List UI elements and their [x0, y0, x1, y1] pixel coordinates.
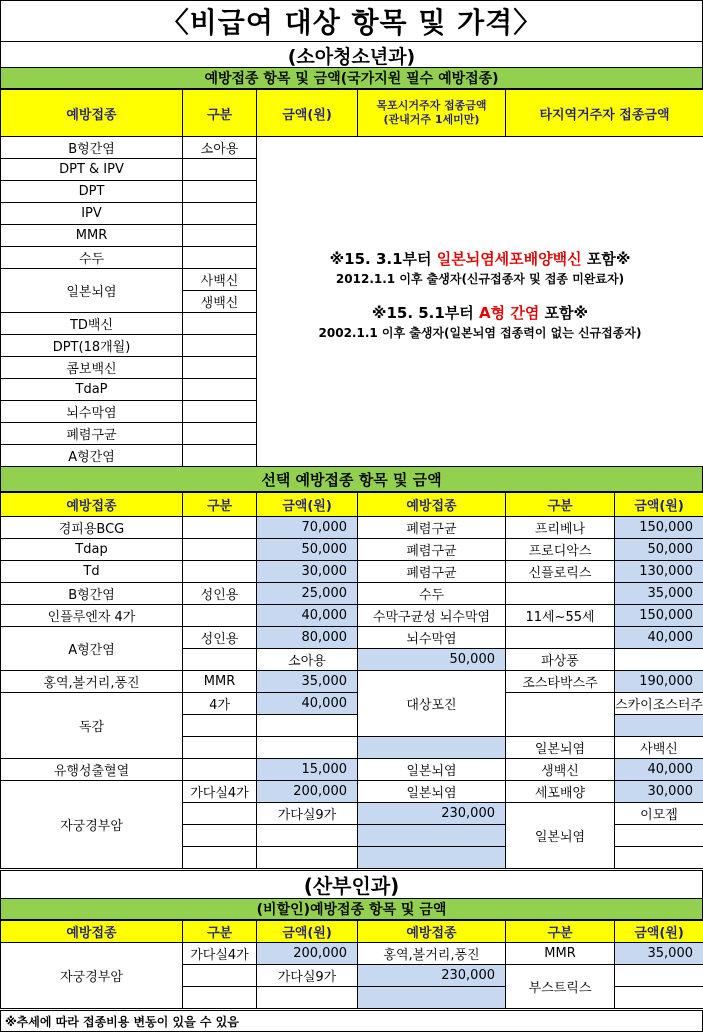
vaccine-price — [358, 825, 506, 847]
header-category: 구분 — [183, 921, 257, 943]
vaccine-category: 생백신 — [183, 291, 257, 313]
vaccine-category-right — [615, 649, 703, 671]
vaccine-category — [183, 379, 257, 401]
vaccine-name-right: 폐렴구균 — [358, 517, 506, 539]
vaccine-category-right: 11세~55세 — [506, 605, 615, 627]
notice-1-sub: 2012.1.1 이후 출생자(신규접종자 및 접종 미완료자) — [335, 271, 625, 286]
notice-2-highlight: A형 간염 — [479, 303, 540, 322]
vaccine-price-right: 35,000 — [615, 583, 703, 605]
vaccine-name: 일본뇌염 — [1, 269, 183, 313]
vaccine-name: 유행성출혈열 — [1, 759, 183, 781]
header-amount: 금액(원) — [257, 921, 358, 943]
vaccine-name: 콤보백신 — [1, 357, 183, 379]
notice-2-suffix: 포함※ — [539, 303, 589, 322]
vaccine-category — [183, 357, 257, 379]
vaccine-category — [257, 825, 358, 847]
vaccine-name-right: 수막구균성 뇌수막염 — [358, 605, 506, 627]
vaccine-price — [358, 987, 506, 1009]
vaccine-price: 30,000 — [257, 561, 358, 583]
vaccine-price-right: 35,000 — [615, 943, 703, 965]
vaccine-name-right: 폐렴구균 — [358, 539, 506, 561]
vaccine-price-right: 50,000 — [615, 539, 703, 561]
header-amount-right: 금액(원) — [615, 493, 703, 517]
vaccine-price: 25,000 — [257, 583, 358, 605]
vaccine-price: 200,000 — [257, 943, 358, 965]
vaccine-category — [183, 539, 257, 561]
vaccine-name: TdaP — [1, 379, 183, 401]
page-title: 〈비급여 대상 항목 및 가격〉 — [0, 0, 703, 42]
table-row — [1, 137, 703, 159]
table-row — [1, 605, 703, 627]
notice-2-sub: 2002.1.1 이후 출생자(일본뇌염 접종력이 없는 신규접종자) — [318, 325, 642, 340]
table-row — [1, 583, 703, 605]
obgyn-vaccine-table — [0, 920, 703, 1009]
header-amount-right: 금액(원) — [615, 921, 703, 943]
vaccine-category-right: 스카이조스터주 — [615, 693, 703, 715]
vaccine-category — [183, 225, 257, 247]
header-category: 구분 — [183, 493, 257, 517]
vaccine-name: A형간염 — [1, 445, 183, 467]
notice-1-highlight: 일본뇌염세포배양백신 — [436, 249, 582, 268]
table-row — [1, 759, 703, 781]
vaccine-category: 가다실4가 — [183, 781, 257, 803]
vaccine-price: 40,000 — [257, 693, 358, 715]
vaccine-category — [183, 605, 257, 627]
vaccine-price-right: 150,000 — [615, 517, 703, 539]
vaccine-name — [183, 847, 257, 869]
header-category-right: 구분 — [506, 493, 615, 517]
vaccine-name — [183, 825, 257, 847]
notice-2 — [257, 302, 703, 324]
vaccine-category: 사백신 — [183, 269, 257, 291]
vaccine-category — [183, 445, 257, 467]
vaccine-category-right: 세포배양 — [506, 781, 615, 803]
vaccine-category: 가다실9가 — [257, 965, 358, 987]
header-vaccine-right: 예방접종 — [358, 921, 506, 943]
table-row — [1, 561, 703, 583]
vaccine-category-right — [615, 965, 703, 987]
vaccine-name-right: 일본뇌염 — [358, 759, 506, 781]
vaccine-name-right — [615, 847, 703, 869]
header-amount: 금액(원) — [257, 493, 358, 517]
table-row — [1, 627, 703, 649]
vaccine-name: Td — [1, 561, 183, 583]
vaccine-category-right: 신플로릭스 — [506, 561, 615, 583]
vaccine-price-right: 130,000 — [615, 561, 703, 583]
vaccine-category: 성인용 — [183, 627, 257, 649]
vaccine-category: 가다실4가 — [183, 943, 257, 965]
vaccine-price: 50,000 — [358, 649, 506, 671]
notice-1 — [257, 248, 703, 270]
vaccine-category-right: 이모젭 — [615, 803, 703, 825]
vaccine-name: 자궁경부암 — [1, 943, 183, 1009]
vaccine-category — [257, 987, 358, 1009]
vaccine-category — [183, 181, 257, 203]
vaccine-category — [257, 737, 358, 759]
header-mokpo — [358, 90, 506, 137]
vaccine-price: 80,000 — [257, 627, 358, 649]
header-vaccine-right: 예방접종 — [358, 493, 506, 517]
vaccine-category — [257, 715, 358, 737]
vaccine-name: DPT — [1, 181, 183, 203]
vaccine-name: MMR — [1, 225, 183, 247]
header-category-right: 구분 — [506, 921, 615, 943]
vaccine-name: 뇌수막염 — [1, 401, 183, 423]
national-banner: 예방접종 항목 및 금액(국가지원 필수 예방접종) — [0, 67, 703, 89]
optional-vaccine-table — [0, 492, 703, 869]
vaccine-category — [183, 561, 257, 583]
obgyn-header-row — [1, 921, 703, 943]
vaccine-category — [183, 203, 257, 225]
vaccine-category-right: MMR — [506, 943, 615, 965]
vaccine-category-right: 사백신 — [615, 737, 703, 759]
header-mokpo-line1: 목포시거주자 접종금액 — [376, 99, 487, 112]
notice-2-prefix: ※15. 5.1부터 — [371, 303, 480, 322]
vaccine-category: 4가 — [183, 693, 257, 715]
vaccine-category — [183, 759, 257, 781]
header-amount: 금액(원) — [257, 90, 358, 137]
vaccine-name: DPT(18개월) — [1, 335, 183, 357]
vaccine-category — [183, 517, 257, 539]
vaccine-price: 230,000 — [358, 803, 506, 825]
obgyn-heading: (산부인과) — [0, 870, 703, 898]
vaccine-name — [183, 965, 257, 987]
vaccine-price: 230,000 — [358, 965, 506, 987]
vaccine-category-right: 생백신 — [506, 759, 615, 781]
vaccine-price: 200,000 — [257, 781, 358, 803]
table-row — [1, 781, 703, 803]
vaccine-name: 폐렴구균 — [1, 423, 183, 445]
vaccine-name-right — [615, 825, 703, 847]
vaccine-category — [183, 159, 257, 181]
vaccine-name: TD백신 — [1, 313, 183, 335]
optional-banner: 선택 예방접종 항목 및 금액 — [0, 466, 703, 492]
vaccine-name — [183, 737, 257, 759]
table-row — [1, 693, 703, 715]
vaccine-category: 가다실9가 — [257, 803, 358, 825]
footer-note: ※추세에 따라 접종비용 변동이 있을 수 있음 — [0, 1010, 703, 1032]
vaccine-name-right: 대상포진 — [358, 671, 506, 737]
vaccine-name — [183, 803, 257, 825]
vaccine-price: 50,000 — [257, 539, 358, 561]
vaccine-category — [183, 401, 257, 423]
vaccine-name-right: 홍역,볼거리,풍진 — [358, 943, 506, 965]
header-other-region: 타지역거주자 접종금액 — [506, 90, 703, 137]
vaccine-name-right: 일본뇌염 — [506, 803, 615, 869]
vaccine-category: 소아용 — [257, 649, 358, 671]
vaccine-category — [183, 247, 257, 269]
vaccine-name: 수두 — [1, 247, 183, 269]
header-vaccine: 예방접종 — [1, 493, 183, 517]
optional-header-row — [1, 493, 703, 517]
vaccine-name-right: 일본뇌염 — [506, 737, 615, 759]
table-row — [1, 671, 703, 693]
vaccine-price: 40,000 — [257, 605, 358, 627]
vaccine-category-right: 프리베나 — [506, 517, 615, 539]
table-row — [1, 539, 703, 561]
vaccine-category: MMR — [183, 671, 257, 693]
table-row — [1, 943, 703, 965]
vaccine-category — [183, 423, 257, 445]
vaccine-name-right — [506, 693, 615, 737]
vaccine-price — [615, 715, 703, 737]
vaccine-price: 70,000 — [257, 517, 358, 539]
vaccine-price-right: 40,000 — [615, 759, 703, 781]
vaccine-category — [183, 313, 257, 335]
obgyn-banner: (비할인)예방접종 항목 및 금액 — [0, 898, 703, 920]
vaccine-name: A형간염 — [1, 627, 183, 671]
vaccine-price-right: 190,000 — [615, 671, 703, 693]
vaccine-name — [183, 649, 257, 671]
vaccine-name-right — [615, 987, 703, 1009]
vaccine-name: DPT & IPV — [1, 159, 183, 181]
table-row — [1, 517, 703, 539]
vaccine-name-right: 파상풍 — [506, 649, 615, 671]
vaccine-name-right: 부스트릭스 — [506, 965, 615, 1009]
vaccine-price — [358, 737, 506, 759]
vaccine-category: 소아용 — [183, 137, 257, 159]
vaccine-name — [183, 715, 257, 737]
vaccine-name: B형간염 — [1, 137, 183, 159]
vaccine-category-right: 조스타박스주 — [506, 671, 615, 693]
vaccine-name: B형간염 — [1, 583, 183, 605]
vaccine-price-right: 30,000 — [615, 781, 703, 803]
header-vaccine: 예방접종 — [1, 90, 183, 137]
vaccine-name: Tdap — [1, 539, 183, 561]
vaccine-price: 35,000 — [257, 671, 358, 693]
national-header-row — [1, 90, 703, 137]
vaccine-price: 15,000 — [257, 759, 358, 781]
vaccine-name: 자궁경부암 — [1, 781, 183, 869]
vaccine-category — [183, 335, 257, 357]
vaccine-name: 홍역,볼거리,풍진 — [1, 671, 183, 693]
notice-1-suffix: 포함※ — [581, 249, 631, 268]
header-vaccine: 예방접종 — [1, 921, 183, 943]
vaccine-category-right — [506, 583, 615, 605]
vaccine-name-right: 뇌수막염 — [358, 627, 506, 649]
header-mokpo-line2: (관내거주 1세미만) — [383, 113, 480, 126]
pediatrics-heading: (소아청소년과) — [0, 42, 703, 68]
header-category: 구분 — [183, 90, 257, 137]
notice-cell — [257, 137, 703, 467]
vaccine-category — [257, 847, 358, 869]
vaccine-name: 인플루엔자 4가 — [1, 605, 183, 627]
national-vaccine-table — [0, 89, 703, 467]
vaccine-name-right: 일본뇌염 — [358, 781, 506, 803]
vaccine-name — [183, 987, 257, 1009]
vaccine-name: 독감 — [1, 693, 183, 759]
vaccine-name-right: 폐렴구균 — [358, 561, 506, 583]
notice-1-prefix: ※15. 3.1부터 — [329, 249, 437, 268]
vaccine-name-right: 수두 — [358, 583, 506, 605]
vaccine-category-right — [506, 627, 615, 649]
vaccine-price-right: 40,000 — [615, 627, 703, 649]
vaccine-name: 경피용BCG — [1, 517, 183, 539]
vaccine-category: 성인용 — [183, 583, 257, 605]
vaccine-price-right: 150,000 — [615, 605, 703, 627]
vaccine-name: IPV — [1, 203, 183, 225]
vaccine-category-right: 프로디악스 — [506, 539, 615, 561]
vaccine-price — [358, 847, 506, 869]
